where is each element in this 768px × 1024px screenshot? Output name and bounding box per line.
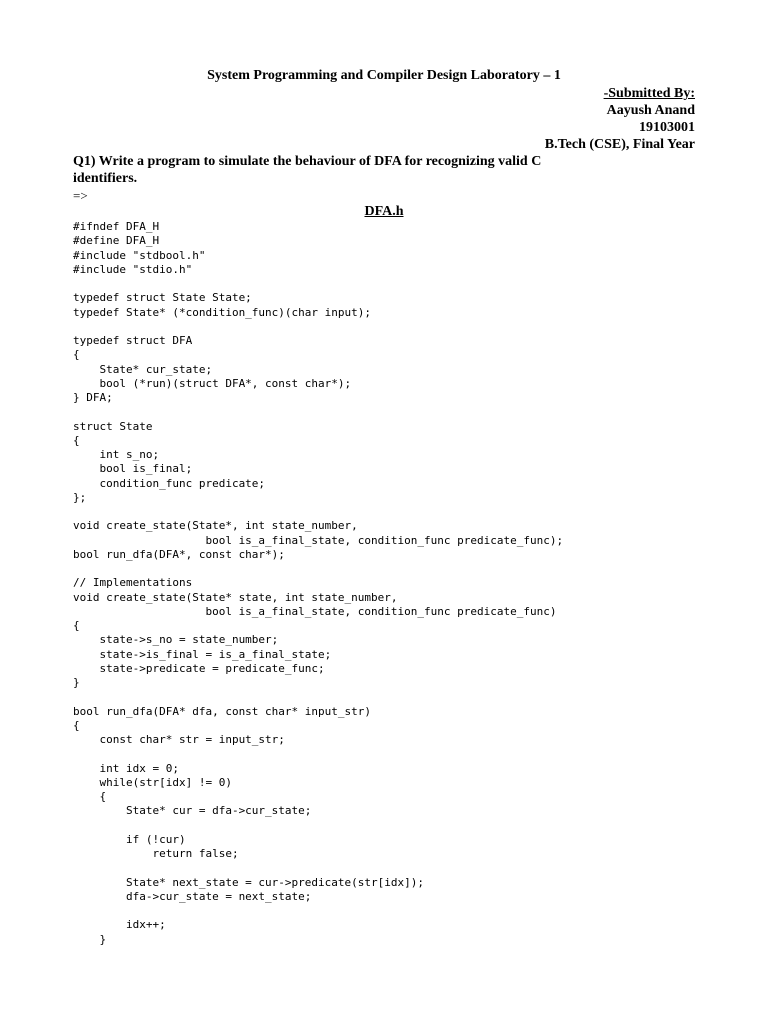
document-title: [0, 68, 768, 84]
question-text: Q1) Write a program to simulate the behaviour of DFA for recognizing valid C identifiers.: [73, 154, 542, 186]
author-name: Aayush Anand: [606, 103, 695, 118]
code-listing: #ifndef DFA_H #define DFA_H #include "stdbool.h" #include "stdio.h" typedef struct State State; typedef State* (*condition_func)(char input); typedef struct DFA { State* cur_state; bool (*run)(struct DFA*, const char*); } DFA; struct State { int s_no; bool is_final; condition_func predicate; }; void create_state(State*, int state_number, bool is_a_final_state, condition_func predicate_func); bool run_dfa(DFA*, const char*); // Implementations void create_state(State* state, int state_number, bool is_a_final_state, condition_func predicate_func) { state->s_no = state_number; state->is_final = is_a_final_state; state->predicate = predicate_func; } bool run_dfa(DFA* dfa, const char* input_str) { const char* str = input_str; int idx = 0; while(str[idx] != 0) { State* cur = dfa->cur_state; if (!cur) return false; State* next_state = cur->predicate(str[idx]); dfa->cur_state = next_state; idx++; }: [73, 220, 564, 946]
program-name: B.Tech (CSE), Final Year: [544, 137, 695, 152]
file-heading: DFA.h: [364, 204, 404, 219]
submitted-by-label: -Submitted By:: [603, 86, 695, 101]
submission-block: [545, 85, 695, 153]
document-title-text: System Programming and Compiler Design Laboratory – 1: [207, 68, 561, 83]
answer-arrow: =>: [73, 188, 88, 203]
roll-number: 19103001: [639, 120, 695, 135]
